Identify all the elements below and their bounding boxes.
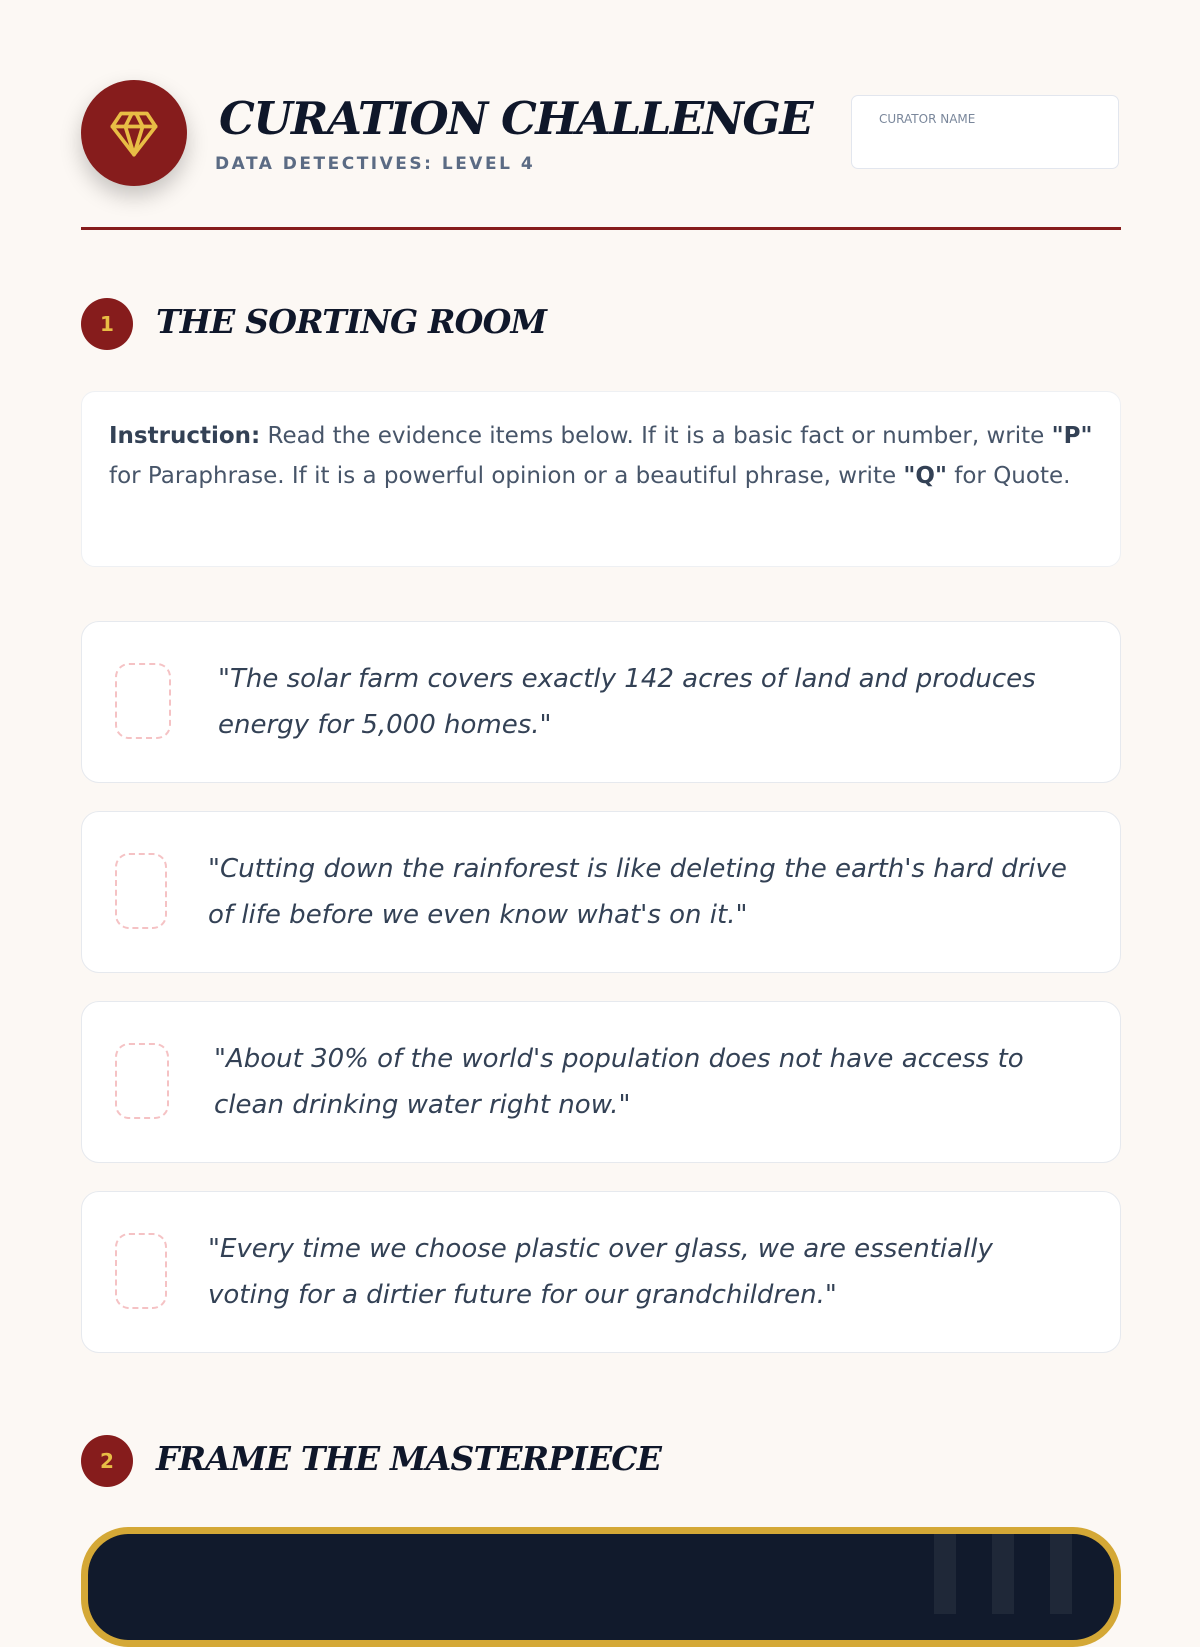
answer-box[interactable] (115, 663, 171, 739)
evidence-item (81, 621, 1121, 783)
quote-code: "Q" (903, 463, 947, 489)
curator-name-input[interactable] (878, 132, 1096, 160)
curator-name-label: CURATOR NAME (879, 112, 976, 126)
logo-badge (81, 80, 187, 186)
section-title: THE SORTING ROOM (156, 302, 547, 341)
page-subtitle: DATA DETECTIVES: LEVEL 4 (215, 154, 536, 174)
paraphrase-code: "P" (1051, 423, 1093, 449)
evidence-item (81, 811, 1121, 973)
answer-box[interactable] (115, 1233, 167, 1309)
evidence-quote: "Every time we choose plastic over glass, we are essentially voting for a dirtier future for our grandchildren." (208, 1234, 993, 1310)
evidence-item (81, 1001, 1121, 1163)
instruction-text-3: for Quote. (946, 463, 1071, 489)
instruction-text-2: for Paraphrase. If it is a powerful opinion or a beautiful phrase, write (109, 463, 904, 489)
header-divider (81, 227, 1121, 230)
instruction-label: Instruction: (109, 423, 261, 449)
section-number-badge: 2 (81, 1435, 133, 1487)
gem-icon (108, 107, 160, 159)
frame-decoration-icon (934, 1534, 1084, 1614)
instruction-text-1: Read the evidence items below. If it is a basic fact or number, write (260, 423, 1052, 449)
answer-box[interactable] (115, 1043, 169, 1119)
section-title: FRAME THE MASTERPIECE (156, 1439, 662, 1478)
evidence-quote: "The solar farm covers exactly 142 acres of land and produces energy for 5,000 homes." (218, 664, 1036, 740)
evidence-quote: "Cutting down the rainforest is like deleting the earth's hard drive of life before we even know what's on it." (208, 854, 1067, 930)
evidence-quote: "About 30% of the world's population does not have access to clean drinking water right now." (214, 1044, 1024, 1120)
page-title: CURATION CHALLENGE (219, 92, 813, 145)
instruction-card (81, 391, 1121, 567)
evidence-item (81, 1191, 1121, 1353)
curator-name-field[interactable] (851, 95, 1119, 169)
section-frame-masterpiece (81, 1435, 1121, 1489)
page-header (81, 80, 1121, 230)
section-sorting-room (81, 298, 1121, 352)
masterpiece-frame (81, 1527, 1121, 1647)
section-number-badge: 1 (81, 298, 133, 350)
answer-box[interactable] (115, 853, 167, 929)
